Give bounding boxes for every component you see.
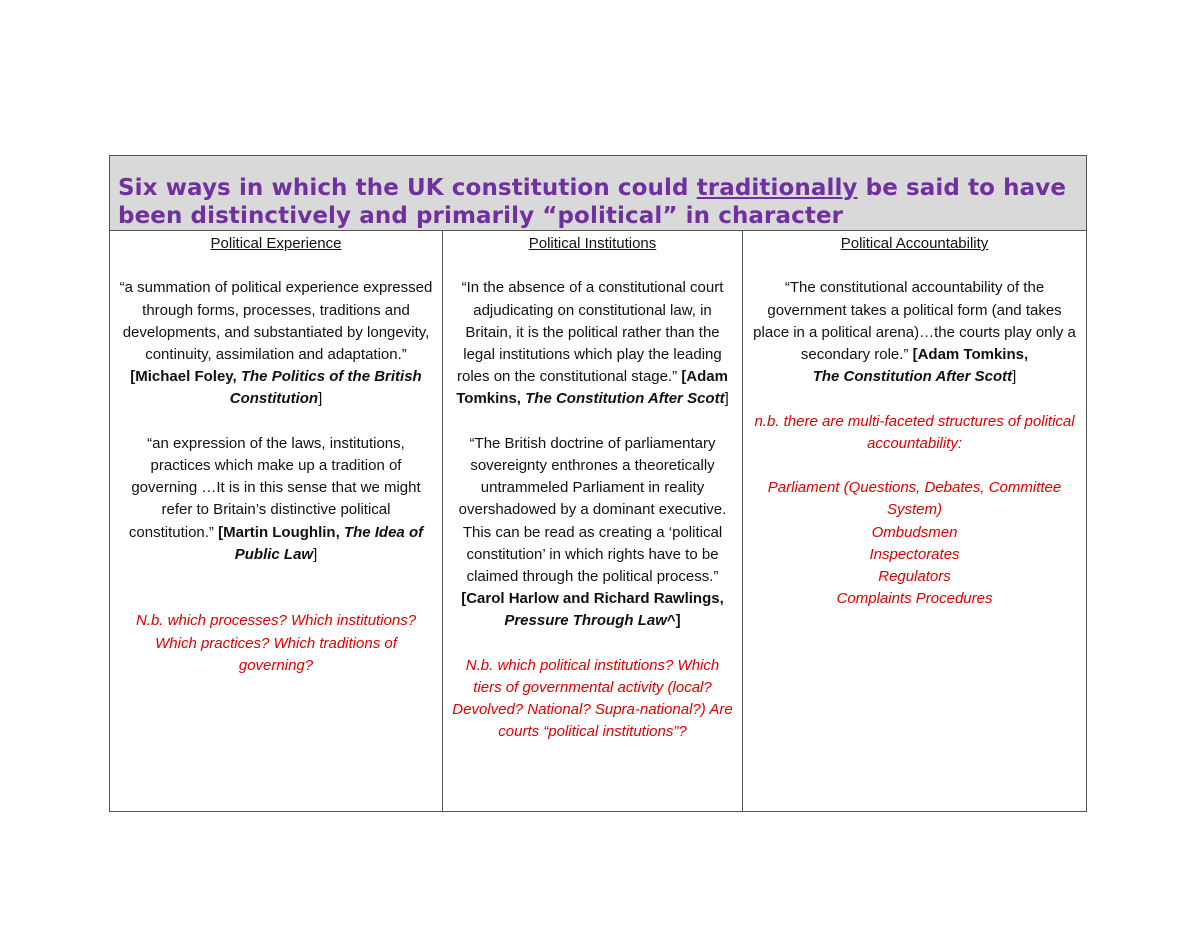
column-political-accountability <box>743 231 1087 812</box>
column-heading: Political Experience <box>210 235 342 252</box>
table-header-cell <box>110 156 1087 231</box>
column-political-institutions <box>443 231 743 812</box>
list-item: Complaints Procedures <box>836 590 993 608</box>
title-emphasis: traditionally <box>696 175 858 201</box>
note-institutions: N.b. which political institutions? Which tiers of governmental activity (local? Devolved? National? Supra-national?) Are courts “political institutions”? <box>452 656 733 741</box>
list-item: Ombudsmen <box>871 523 958 541</box>
constitution-table <box>109 155 1087 812</box>
quote-tomkins-accountability: “The constitutional accountability of the government takes a political form (and takes place in a political arena)…the courts play only a secondary role.” [Adam Tomkins, The Constitution After Scott] <box>753 279 1076 386</box>
column-political-experience <box>110 231 443 812</box>
quote-harlow-rawlings: “The British doctrine of parliamentary sovereignty enthrones a theoretically untrammeled Parliament in reality overshadowed by a dominant executive. This can be read as creating a ‘political constitution’ in which rights have to be claimed through the political process.” [Carol Harlow and Richard Rawlings, Pressure Through Law^] <box>458 434 727 630</box>
quote-foley: “a summation of political experience expressed through forms, processes, traditions and developments, and substantiated by longevity, continuity, assimilation and adaptation.” [Michael Foley, The Politics of the British Constitution] <box>119 279 433 408</box>
quote-tomkins: “In the absence of a constitutional court adjudicating on constitutional law, in Britain, it is the political rather than the legal institutions which play the leading roles on the constitutional stage.” [Adam Tomkins, The Constitution After Scott] <box>456 279 729 408</box>
column-heading: Political Institutions <box>528 235 657 252</box>
column-heading: Political Accountability <box>840 235 989 252</box>
note-accountability: n.b. there are multi-faceted structures of political accountability: <box>754 412 1075 452</box>
page-title: Six ways in which the UK constitution could traditionally be said to have been distinctively and primarily “political” in character <box>118 175 1067 229</box>
list-item: Regulators <box>878 568 951 585</box>
list-item: Parliament (Questions, Debates, Committee System) <box>767 479 1062 519</box>
quote-loughlin: “an expression of the laws, institutions, practices which make up a tradition of governing …It is in this sense that we might refer to Britain’s distinctive political constitution.” [Martin Loughlin, The Idea of Public Law] <box>128 434 424 563</box>
list-item: Inspectorates <box>869 545 960 563</box>
note-experience: N.b. which processes? Which institutions? Which practices? Which traditions of governing? <box>135 612 417 674</box>
